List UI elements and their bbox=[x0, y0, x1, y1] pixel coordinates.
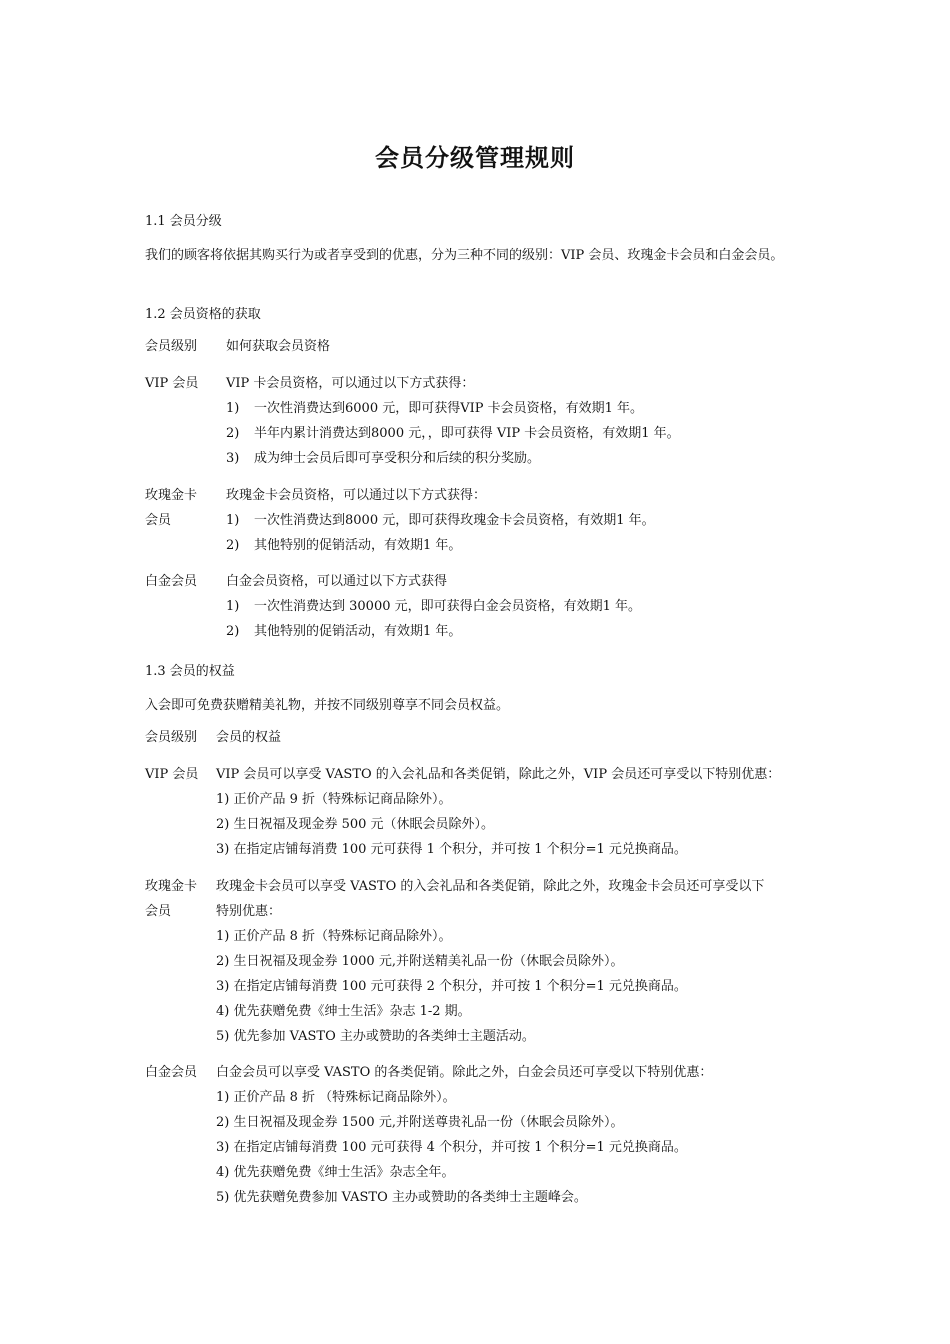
level-label-rose: 玫瑰金卡 bbox=[145, 879, 198, 894]
list-number: 1) bbox=[226, 599, 240, 614]
level-intro: 玫瑰金卡会员资格，可以通过以下方式获得： bbox=[226, 488, 487, 503]
list-item: 2) 生日祝福及现金券 500 元（休眠会员除外）。 bbox=[216, 817, 495, 832]
level-intro: 白金会员资格，可以通过以下方式获得 bbox=[226, 574, 448, 589]
table-header-benefits: 会员的权益 bbox=[216, 730, 282, 745]
list-item: 3) 在指定店铺每消费 100 元可获得 1 个积分，并可按 1 个积分=1 元兑换商品。 bbox=[216, 842, 687, 857]
page-title: 会员分级管理规则 bbox=[375, 144, 575, 172]
list-item: 5) 优先参加 VASTO 主办或赞助的各类绅士主题活动。 bbox=[216, 1029, 535, 1044]
list-item: 其他特别的促销活动，有效期1 年。 bbox=[254, 624, 462, 639]
level-intro-line2: 特别优惠： bbox=[216, 904, 282, 919]
paragraph: 入会即可免费获赠精美礼物，并按不同级别尊享不同会员权益。 bbox=[145, 698, 510, 713]
list-number: 2) bbox=[226, 538, 240, 553]
section-heading: 1.1 会员分级 bbox=[145, 214, 222, 229]
level-label-platinum: 白金会员 bbox=[145, 574, 198, 589]
list-item: 4) 优先获赠免费《绅士生活》杂志全年。 bbox=[216, 1165, 455, 1180]
list-number: 2) bbox=[226, 426, 240, 441]
table-header-how: 如何获取会员资格 bbox=[226, 339, 331, 354]
section-heading: 1.2 会员资格的获取 bbox=[145, 307, 261, 322]
list-number: 1) bbox=[226, 401, 240, 416]
level-label-rose: 玫瑰金卡 bbox=[145, 488, 198, 503]
list-item: 3) 在指定店铺每消费 100 元可获得 2 个积分，并可按 1 个积分=1 元兑换商品。 bbox=[216, 979, 687, 994]
table-header-level: 会员级别 bbox=[145, 730, 198, 745]
list-item: 成为绅士会员后即可享受积分和后续的积分奖励。 bbox=[254, 451, 541, 466]
list-item: 3) 在指定店铺每消费 100 元可获得 4 个积分，并可按 1 个积分=1 元兑换商品。 bbox=[216, 1140, 687, 1155]
list-item: 一次性消费达到 30000 元，即可获得白金会员资格，有效期1 年。 bbox=[254, 599, 642, 614]
list-item: 5) 优先获赠免费参加 VASTO 主办或赞助的各类绅士主题峰会。 bbox=[216, 1190, 587, 1205]
list-item: 1) 正价产品 8 折 （特殊标记商品除外）。 bbox=[216, 1090, 456, 1105]
list-item: 一次性消费达到6000 元，即可获得VIP 卡会员资格，有效期1 年。 bbox=[254, 401, 644, 416]
level-intro: 玫瑰金卡会员可以享受 VASTO 的入会礼品和各类促销，除此之外，玫瑰金卡会员还可享受以下 bbox=[216, 879, 765, 894]
list-number: 3) bbox=[226, 451, 240, 466]
level-label-rose-line2: 会员 bbox=[145, 904, 172, 919]
level-label-rose-line2: 会员 bbox=[145, 513, 172, 528]
list-item: 1) 正价产品 8 折（特殊标记商品除外）。 bbox=[216, 929, 452, 944]
paragraph: 我们的顾客将依据其购买行为或者享受到的优惠，分为三种不同的级别：VIP 会员、玫瑰金卡会员和白金会员。 bbox=[145, 248, 784, 263]
list-item: 其他特别的促销活动，有效期1 年。 bbox=[254, 538, 462, 553]
list-item: 2) 生日祝福及现金券 1500 元,并附送尊贵礼品一份（休眠会员除外）。 bbox=[216, 1115, 624, 1130]
level-intro: VIP 会员可以享受 VASTO 的入会礼品和各类促销，除此之外，VIP 会员还可享受以下特别优惠： bbox=[216, 767, 781, 782]
level-intro: 白金会员可以享受 VASTO 的各类促销。除此之外，白金会员还可享受以下特别优惠： bbox=[216, 1065, 713, 1080]
table-header-level: 会员级别 bbox=[145, 339, 198, 354]
list-item: 一次性消费达到8000 元，即可获得玫瑰金卡会员资格，有效期1 年。 bbox=[254, 513, 655, 528]
list-number: 1) bbox=[226, 513, 240, 528]
list-item: 半年内累计消费达到8000 元，，即可获得 VIP 卡会员资格，有效期1 年。 bbox=[254, 426, 680, 441]
level-label-platinum: 白金会员 bbox=[145, 1065, 198, 1080]
level-label-vip: VIP 会员 bbox=[145, 767, 199, 782]
level-intro: VIP 卡会员资格，可以通过以下方式获得： bbox=[226, 376, 475, 391]
list-number: 2) bbox=[226, 624, 240, 639]
level-label-vip: VIP 会员 bbox=[145, 376, 199, 391]
list-item: 1) 正价产品 9 折（特殊标记商品除外）。 bbox=[216, 792, 452, 807]
list-item: 2) 生日祝福及现金券 1000 元,并附送精美礼品一份（休眠会员除外）。 bbox=[216, 954, 624, 969]
list-item: 4) 优先获赠免费《绅士生活》杂志 1-2 期。 bbox=[216, 1004, 471, 1019]
section-heading: 1.3 会员的权益 bbox=[145, 664, 235, 679]
